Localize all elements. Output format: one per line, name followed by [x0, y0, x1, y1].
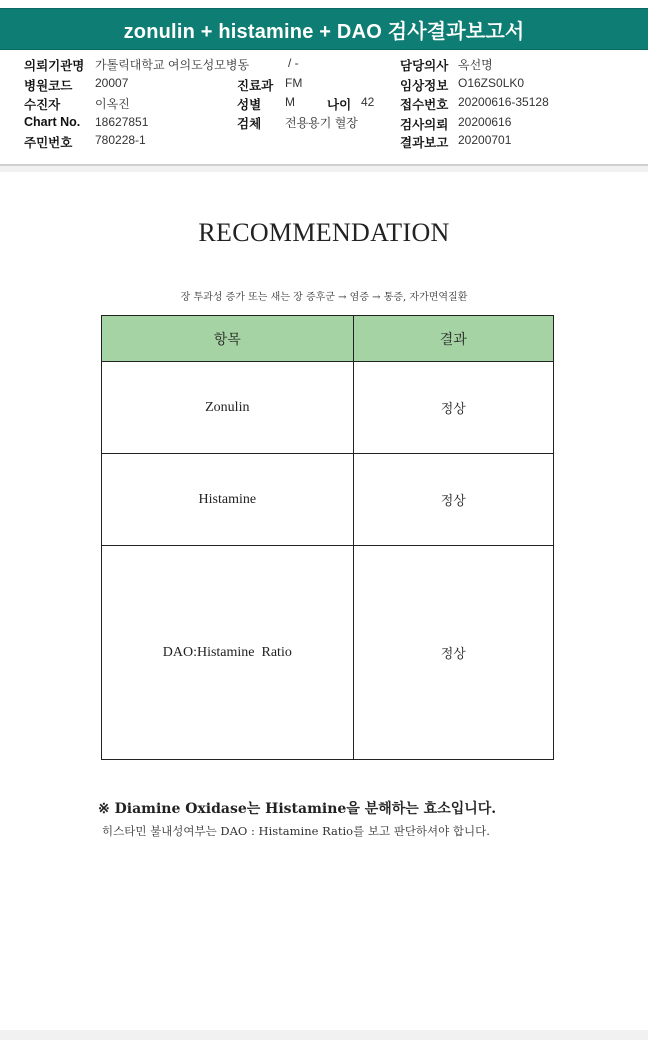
row-item-histamine: Histamine	[102, 454, 354, 546]
table-row	[102, 454, 554, 546]
note-dao-definition: ※ Diamine Oxidase는 Histamine을 분해하는 효소입니다.	[98, 801, 497, 817]
label-resident-number: 주민번호	[24, 136, 73, 150]
label-hospital-code: 병원코드	[24, 79, 73, 93]
value-clinical-info: O16ZS0LK0	[458, 76, 525, 90]
bottom-divider	[0, 1030, 648, 1040]
recommendation-title: RECOMMENDATION	[198, 218, 450, 247]
value-doctor: 옥선명	[458, 58, 493, 72]
label-patient: 수진자	[24, 98, 61, 112]
value-result-report: 20200701	[458, 133, 512, 147]
section-divider	[0, 166, 648, 172]
value-department: FM	[285, 76, 303, 90]
label-sex: 성별	[237, 98, 262, 112]
header-item: 항목	[102, 316, 354, 362]
value-hospital-code: 20007	[95, 76, 129, 90]
value-receipt-number: 20200616-35128	[458, 95, 549, 109]
value-test-request: 20200616	[458, 115, 512, 129]
row-item-dao-ratio: DAO:Histamine Ratio	[102, 546, 354, 760]
value-patient: 이옥진	[95, 97, 130, 111]
label-age: 나이	[327, 98, 352, 112]
value-resident-number: 780228-1	[95, 133, 146, 147]
report-title: zonulin + histamine + DAO 검사결과보고서	[0, 8, 648, 50]
value-age: 42	[361, 95, 375, 109]
label-chart-no: Chart No.	[24, 115, 81, 129]
results-table	[101, 315, 554, 760]
table-row	[102, 362, 554, 454]
patient-info-header	[0, 50, 648, 166]
value-specimen: 전용용기 혈장	[285, 116, 358, 130]
value-ward: / -	[288, 56, 299, 70]
label-department: 진료과	[237, 79, 274, 93]
label-doctor: 담당의사	[400, 59, 449, 73]
label-specimen: 검체	[237, 117, 262, 131]
label-clinical-info: 임상정보	[400, 79, 449, 93]
label-requesting-institution: 의뢰기관명	[24, 59, 85, 73]
table-header-row	[102, 316, 554, 362]
row-item-zonulin: Zonulin	[102, 362, 354, 454]
table-row	[102, 546, 554, 760]
value-requesting-institution: 가톨릭대학교 여의도성모병동	[95, 58, 250, 72]
recommendation-subtitle: 장 투과성 증가 또는 새는 장 증후군 → 염증 → 통증, 자가면역질환	[180, 292, 468, 303]
label-result-report: 결과보고	[400, 136, 449, 150]
row-result-zonulin: 정상	[353, 362, 553, 454]
note-interpretation: 히스타민 불내성여부는 DAO : Histamine Ratio를 보고 판단하셔야 합니다.	[102, 824, 490, 838]
value-sex: M	[285, 95, 295, 109]
row-result-dao-ratio: 정상	[353, 546, 553, 760]
label-test-request: 검사의뢰	[400, 118, 449, 132]
row-result-histamine: 정상	[353, 454, 553, 546]
label-receipt-number: 접수번호	[400, 98, 449, 112]
header-result: 결과	[353, 316, 553, 362]
value-chart-no: 18627851	[95, 115, 149, 129]
